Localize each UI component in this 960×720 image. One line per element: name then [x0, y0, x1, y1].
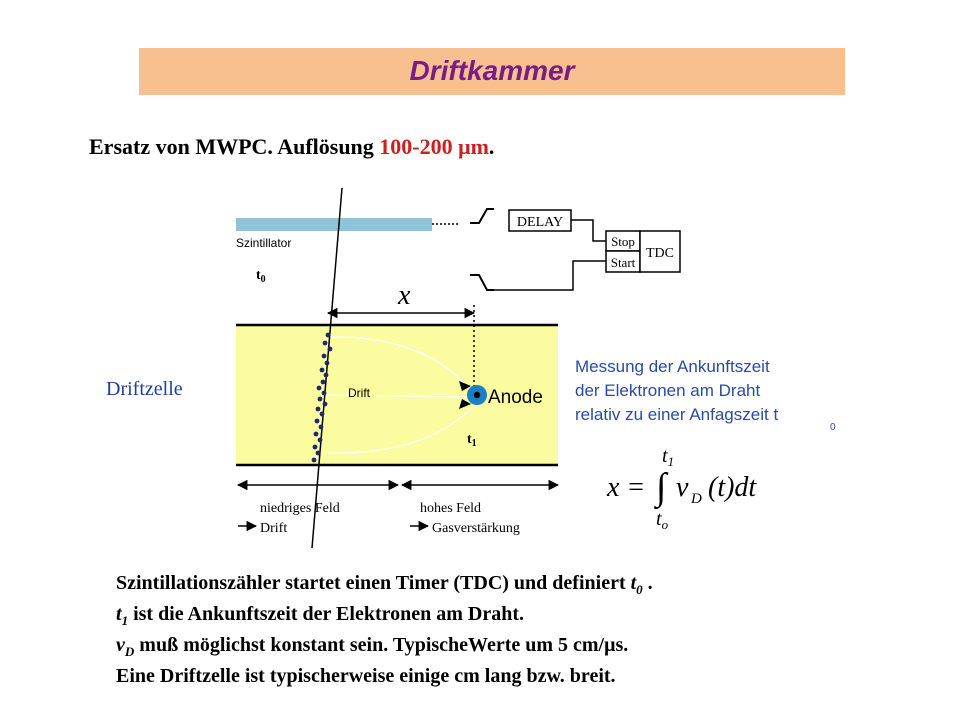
subtitle-text: Ersatz von MWPC. Auflösung: [89, 134, 380, 159]
measurement-note: [575, 357, 836, 433]
pulse-symbol-upper: [470, 209, 494, 223]
tdc-label: TDC: [646, 246, 674, 261]
high-field-label: hohes Feld: [420, 501, 482, 516]
x-distance-label: x: [398, 280, 411, 311]
t1-label: $t_1$: [467, 432, 477, 449]
formula-lower: $t_o$: [656, 508, 669, 532]
explanation-line-4: Eine Driftzelle ist typischerweise einige cm lang bzw. breit.: [116, 665, 616, 687]
explanation-text: [116, 568, 653, 692]
scintillator-label: Szintillator: [236, 236, 292, 250]
drift-formula: [606, 445, 757, 532]
title-bar: [139, 48, 845, 95]
start-label: Start: [610, 255, 636, 270]
explanation-line-3: $v_D$ muß möglichst konstant sein. TypischeWerte um 5 cm/μs.: [116, 634, 629, 659]
explanation-line-2: $t_1$ ist die Ankunftszeit der Elektronen am Draht.: [116, 603, 524, 628]
explanation-line-1: Szintillationszähler startet einen Timer (TDC) und definiert $t_0$ .: [116, 572, 653, 597]
delay-label: DELAY: [516, 215, 564, 230]
formula-lhs: x =: [607, 472, 646, 503]
drift-chamber-diagram: [230, 185, 836, 553]
subtitle-end: .: [488, 134, 495, 159]
subtitle: [89, 134, 494, 160]
stop-label: Stop: [611, 234, 635, 249]
anode-wire: [474, 392, 480, 398]
anode-label: Anode: [488, 387, 543, 408]
drift-chamber-figure: [230, 185, 836, 553]
drift-cell-label: Driftzelle: [106, 378, 183, 400]
note-line-1: Messung der Ankunftszeit: [575, 357, 770, 376]
delay-to-stop-wire: [571, 220, 606, 241]
note-sub: 0: [830, 422, 836, 433]
pulse-symbol-lower: [470, 275, 494, 290]
note-line-3: relativ zu einer Anfagszeit t: [575, 405, 779, 424]
resolution-value: 100-200 μm: [379, 134, 489, 159]
formula-upper: $t_1$: [662, 445, 675, 469]
drift-label: Drift: [348, 386, 370, 400]
t0-label: $t_0$: [256, 268, 266, 285]
note-line-2: der Elektronen am Draht: [575, 381, 761, 400]
gas-amplification-label: Gasverstärkung: [432, 521, 520, 536]
formula-rest: (t)dt: [708, 472, 757, 503]
formula-integral: ∫: [656, 466, 667, 508]
formula-v: v: [676, 472, 689, 503]
pulse-to-start-wire: [494, 261, 606, 290]
drift-direction-label: Drift: [260, 521, 288, 536]
scintillator-bar: [236, 218, 432, 231]
low-field-label: niedriges Feld: [260, 501, 340, 516]
formula-v-sub: D: [691, 491, 702, 507]
slide-title: Driftkammer: [409, 55, 575, 86]
